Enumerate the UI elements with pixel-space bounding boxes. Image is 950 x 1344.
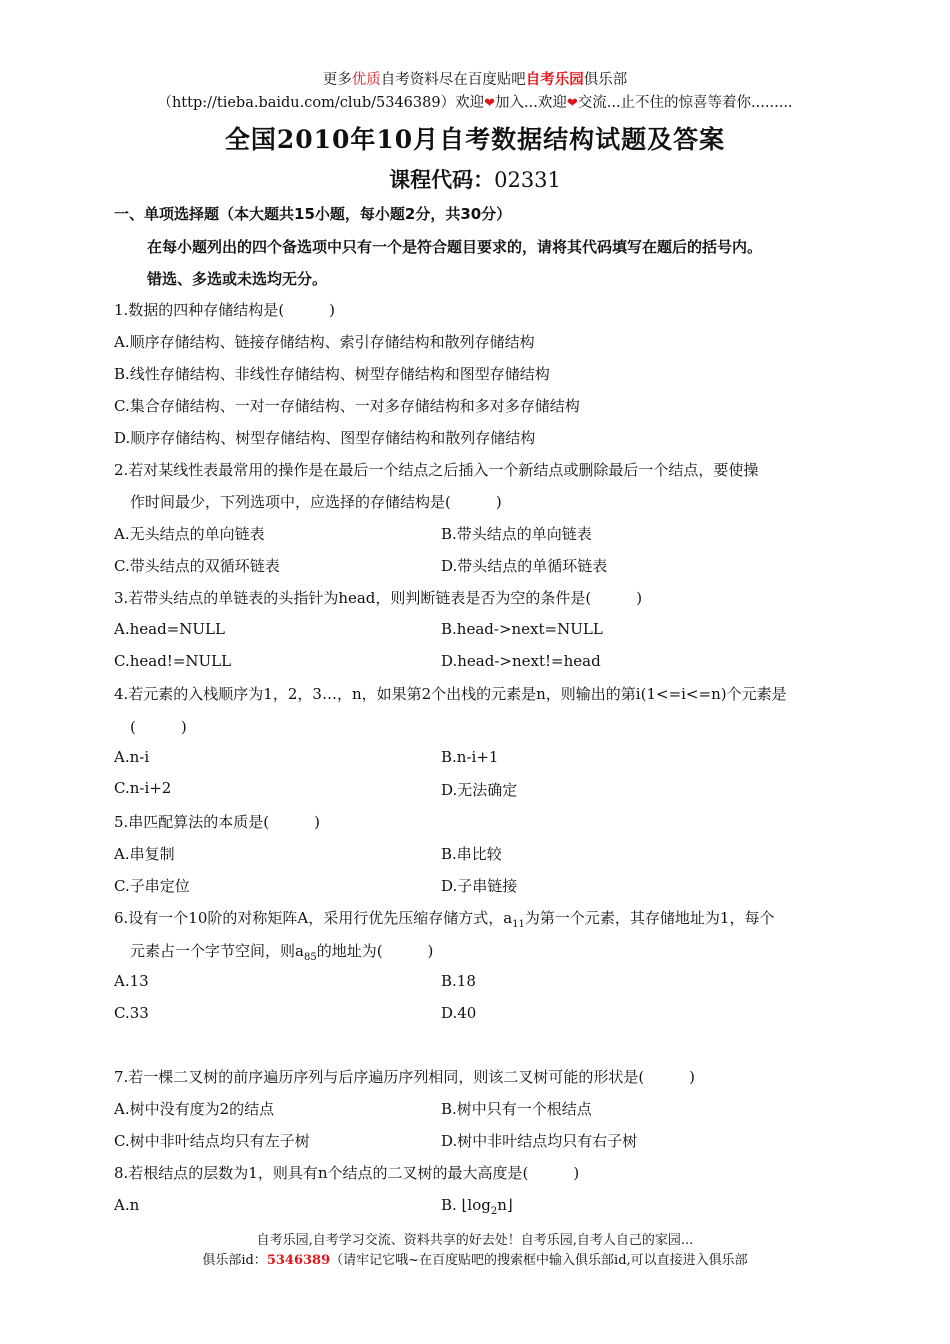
question-6-option-b: B.18 — [441, 972, 476, 990]
question-1-option-b: B.线性存储结构、非线性存储结构、树型存储结构和图型存储结构 — [114, 365, 550, 383]
question-3-option-c: C.head!=NULL — [114, 652, 232, 670]
question-5-option-c: C.子串定位 — [114, 877, 190, 895]
question-6-stem — [114, 907, 774, 930]
question-1-stem: 1.数据的四种存储结构是( ) — [114, 301, 336, 319]
promo-url-text: （http://tieba.baidu.com/club/5346389）欢迎 — [157, 95, 485, 111]
question-4-option-c: C.n-i+2 — [114, 779, 172, 797]
heart-icon: ❤ — [566, 96, 578, 111]
section-instruction: 在每小题列出的四个备选项中只有一个是符合题目要求的，请将其代码填写在题后的括号内。 — [147, 238, 763, 256]
course-code-value: 02331 — [494, 168, 561, 192]
subscript: 2 — [490, 1206, 498, 1217]
question-5-option-a: A.串复制 — [114, 845, 175, 863]
question-2-option-b: B.带头结点的单向链表 — [441, 525, 592, 543]
heart-icon: ❤ — [484, 96, 495, 111]
club-name: 自考乐园 — [525, 71, 584, 88]
question-6-stem-text: 为第一个元素，其存储地址为1，每个 — [524, 909, 775, 927]
question-6-option-d: D.40 — [441, 1004, 477, 1022]
question-7-stem: 7.若一棵二叉树的前序遍历序列与后序遍历序列相同，则该二叉树可能的形状是( ) — [114, 1068, 696, 1086]
promo-text: 交流...止不住的惊喜等着你......... — [577, 95, 793, 111]
club-id: 5346389 — [266, 1253, 331, 1268]
subscript: 85 — [303, 952, 317, 963]
question-2-stem-continued: 作时间最少，下列选项中，应选择的存储结构是( ) — [130, 493, 502, 511]
promo-highlight: 优质 — [351, 72, 381, 88]
question-2-stem: 2.若对某线性表最常用的操作是在最后一个结点之后插入一个新结点或删除最后一个结点，要使操 — [114, 461, 759, 479]
footer-line-1: 自考乐园,自考学习交流、资料共享的好去处！自考乐园,自考人自己的家园... — [256, 1233, 694, 1248]
question-7-option-c: C.树中非叶结点均只有左子树 — [114, 1132, 310, 1150]
question-8-option-b — [441, 1196, 513, 1217]
floor-open-symbol: ⌊ — [461, 1196, 468, 1214]
floor-close-symbol: ⌋ — [506, 1196, 513, 1214]
subscript: 11 — [512, 919, 525, 930]
question-1-option-a: A.顺序存储结构、链接存储结构、索引存储结构和散列存储结构 — [114, 333, 535, 351]
question-7-option-a: A.树中没有度为2的结点 — [114, 1100, 275, 1118]
question-8-option-a: A.n — [114, 1196, 140, 1214]
question-4-stem-continued: ( ) — [130, 718, 187, 736]
question-4-option-b: B.n-i+1 — [441, 748, 499, 766]
question-8-stem: 8.若根结点的层数为1，则具有n个结点的二叉树的最大高度是( ) — [114, 1164, 580, 1182]
question-6-option-a: A.13 — [114, 972, 149, 990]
question-6-option-c: C.33 — [114, 1004, 149, 1022]
promo-text: 加入...欢迎 — [495, 95, 567, 111]
question-6-stem-continued — [130, 940, 433, 963]
promo-header-line-2 — [0, 91, 950, 112]
promo-text: 更多 — [322, 72, 352, 88]
question-5-option-b: B.串比较 — [441, 845, 502, 863]
question-2-option-a: A.无头结点的单向链表 — [114, 525, 265, 543]
page-title: 全国2010年10月自考数据结构试题及答案 — [224, 125, 726, 154]
math-variable: n — [497, 1196, 507, 1214]
section-heading: 一、单项选择题（本大题共15小题，每小题2分，共30分） — [114, 205, 512, 223]
question-5-stem: 5.串匹配算法的本质是( ) — [114, 813, 321, 831]
promo-text: 自考资料尽在百度贴吧 — [380, 72, 526, 88]
promo-text: 俱乐部 — [583, 72, 628, 88]
question-7-option-d: D.树中非叶结点均只有右子树 — [441, 1132, 638, 1150]
question-3-option-a: A.head=NULL — [114, 620, 225, 638]
question-6-stem-text: 的地址为( ) — [316, 942, 434, 960]
question-4-option-d: D.无法确定 — [441, 781, 518, 799]
question-6-stem-text: 元素占一个字节空间，则a — [130, 942, 304, 960]
course-code — [0, 164, 950, 194]
question-1-option-c: C.集合存储结构、一对一存储结构、一对多存储结构和多对多存储结构 — [114, 397, 580, 415]
question-3-option-d: D.head->next!=head — [441, 652, 601, 670]
question-6-stem-text: 6.设有一个10阶的对称矩阵A，采用行优先压缩存储方式，a — [114, 909, 513, 927]
question-4-stem: 4.若元素的入栈顺序为1，2，3…，n，如果第2个出栈的元素是n，则输出的第i(1<=i<=n)个元素是 — [114, 685, 787, 703]
footer-line-2 — [0, 1249, 950, 1268]
option-label: B. — [441, 1196, 462, 1214]
question-1-option-d: D.顺序存储结构、树型存储结构、图型存储结构和散列存储结构 — [114, 429, 536, 447]
question-4-option-a: A.n-i — [114, 748, 150, 766]
question-7-option-b: B.树中只有一个根结点 — [441, 1100, 592, 1118]
question-2-option-d: D.带头结点的单循环链表 — [441, 557, 608, 575]
log-text: log — [467, 1196, 491, 1214]
question-5-option-d: D.子串链接 — [441, 877, 518, 895]
section-instruction: 错选、多选或未选均无分。 — [147, 270, 328, 288]
question-3-option-b: B.head->next=NULL — [441, 620, 603, 638]
promo-header-line-1 — [0, 68, 950, 89]
question-3-stem: 3.若带头结点的单链表的头指针为head，则判断链表是否为空的条件是( ) — [114, 589, 643, 607]
course-code-label: 课程代码： — [389, 168, 495, 192]
question-2-option-c: C.带头结点的双循环链表 — [114, 557, 280, 575]
footer-text: 俱乐部id： — [202, 1253, 267, 1268]
footer-text: （请牢记它哦~在百度贴吧的搜索框中输入俱乐部id,可以直接进入俱乐部 — [330, 1253, 748, 1268]
